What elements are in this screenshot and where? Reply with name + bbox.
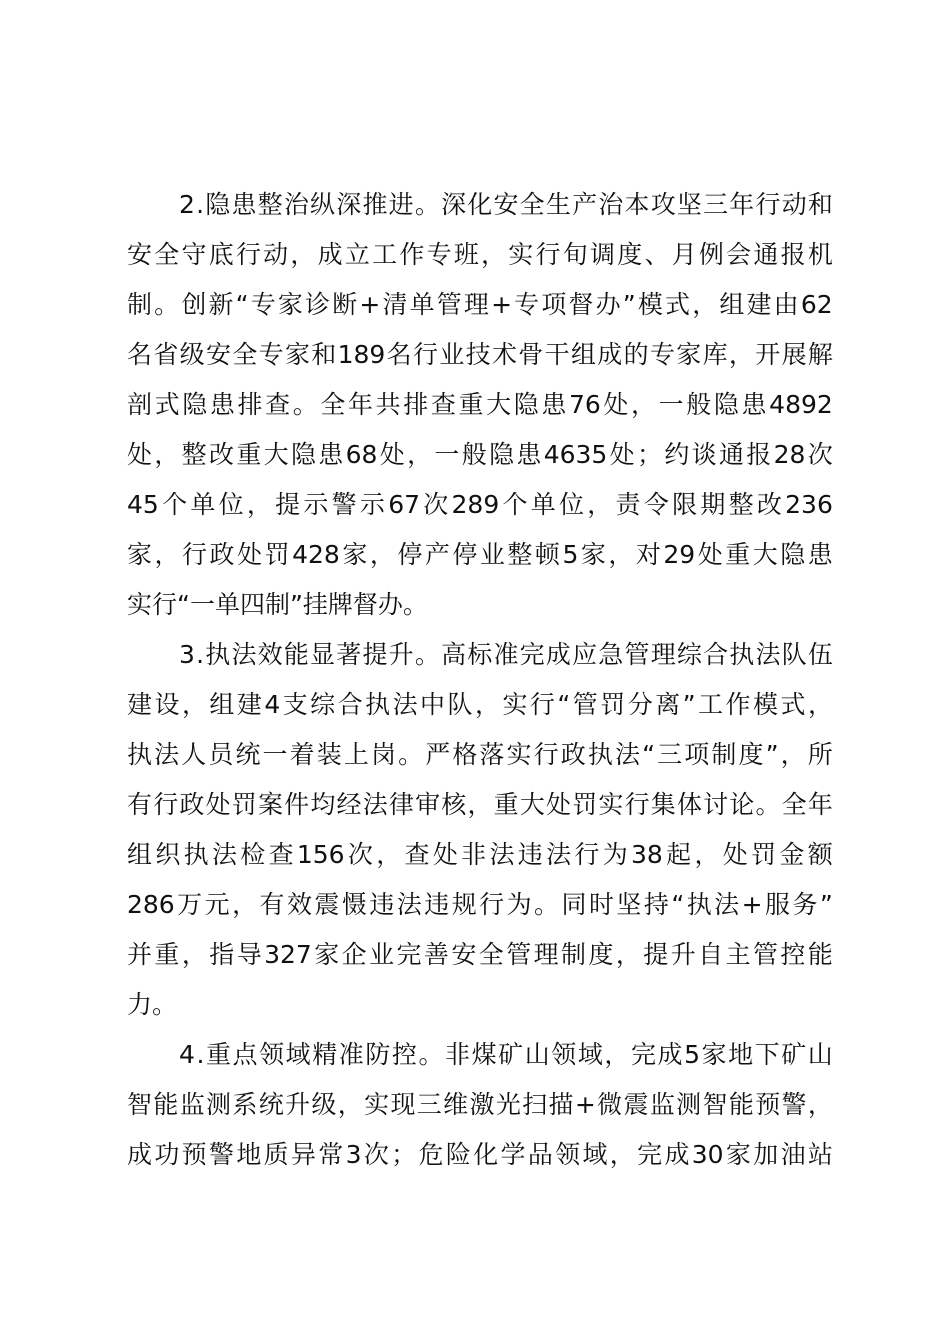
text-line: 并 重 ， 指 导 327 家 企 业 完 善 安 全 管 理 制 度 ， 提 升 自 主 管 控 能 xyxy=(127,940,833,969)
paragraph-item-4 xyxy=(127,1030,833,1180)
text-line: 有 行 政 处 罚 案 件 均 经 法 律 审 核 ， 重 大 处 罚 实 行 集 体 讨 论 。 全 年 xyxy=(127,790,833,819)
text-line: 3 . 执 法 效 能 显 著 提 升 。 高 标 准 完 成 应 急 管 理 综 合 执 法 队 伍 xyxy=(179,640,833,669)
text-line: 4 . 重 点 领 域 精 准 防 控 。 非 煤 矿 山 领 域 ， 完 成 5 家 地 下 矿 山 xyxy=(179,1040,833,1069)
paragraph-item-2 xyxy=(127,180,833,630)
text-line: 2 . 隐 患 整 治 纵 深 推 进 。 深 化 安 全 生 产 治 本 攻 坚 三 年 行 动 和 xyxy=(179,190,833,219)
text-line: 执 法 人 员 统 一 着 装 上 岗 。 严 格 落 实 行 政 执 法 “ 三 项 制 度 ” ， 所 xyxy=(127,740,833,769)
text-line: 处 ， 整 改 重 大 隐 患 68 处 ， 一 般 隐 患 4635 处 ； 约 谈 通 报 28 次 xyxy=(127,440,833,469)
text-line: 家 ， 行 政 处 罚 428 家 ， 停 产 停 业 整 顿 5 家 ， 对 29 处 重 大 隐 患 xyxy=(127,540,833,569)
text-line: 安 全 守 底 行 动 ， 成 立 工 作 专 班 ， 实 行 旬 调 度 、 月 例 会 通 报 机 xyxy=(127,240,833,269)
text-line: 实行“一单四制”挂牌督办。 xyxy=(127,590,428,619)
text-line: 组 织 执 法 检 查 156 次 ， 查 处 非 法 违 法 行 为 38 起 ， 处 罚 金 额 xyxy=(127,840,833,869)
text-line: 成 功 预 警 地 质 异 常 3 次 ； 危 险 化 学 品 领 域 ， 完 成 30 家 加 油 站 xyxy=(127,1140,833,1169)
text-line: 剖 式 隐 患 排 查 。 全 年 共 排 查 重 大 隐 患 76 处 ， 一 般 隐 患 4892 xyxy=(127,390,833,419)
text-line: 286 万 元 ， 有 效 震 慑 违 法 违 规 行 为 。 同 时 坚 持 “ 执 法 + 服 务 ” xyxy=(127,890,833,919)
paragraph-item-3 xyxy=(127,630,833,1030)
text-line: 名 省 级 安 全 专 家 和 189 名 行 业 技 术 骨 干 组 成 的 专 家 库 ， 开 展 解 xyxy=(127,340,833,369)
text-line: 45 个 单 位 ， 提 示 警 示 67 次 289 个 单 位 ， 责 令 限 期 整 改 236 xyxy=(127,490,833,519)
text-line: 建 设 ， 组 建 4 支 综 合 执 法 中 队 ， 实 行 “ 管 罚 分 离 ” 工 作 模 式 ， xyxy=(127,690,833,719)
document-page xyxy=(127,180,833,1180)
text-line: 力。 xyxy=(127,990,178,1019)
text-line: 智 能 监 测 系 统 升 级 ， 实 现 三 维 激 光 扫 描 + 微 震 监 测 智 能 预 警 ， xyxy=(127,1090,833,1119)
text-line: 制 。 创 新 “ 专 家 诊 断 + 清 单 管 理 + 专 项 督 办 ” 模 式 ， 组 建 由 62 xyxy=(127,290,833,319)
